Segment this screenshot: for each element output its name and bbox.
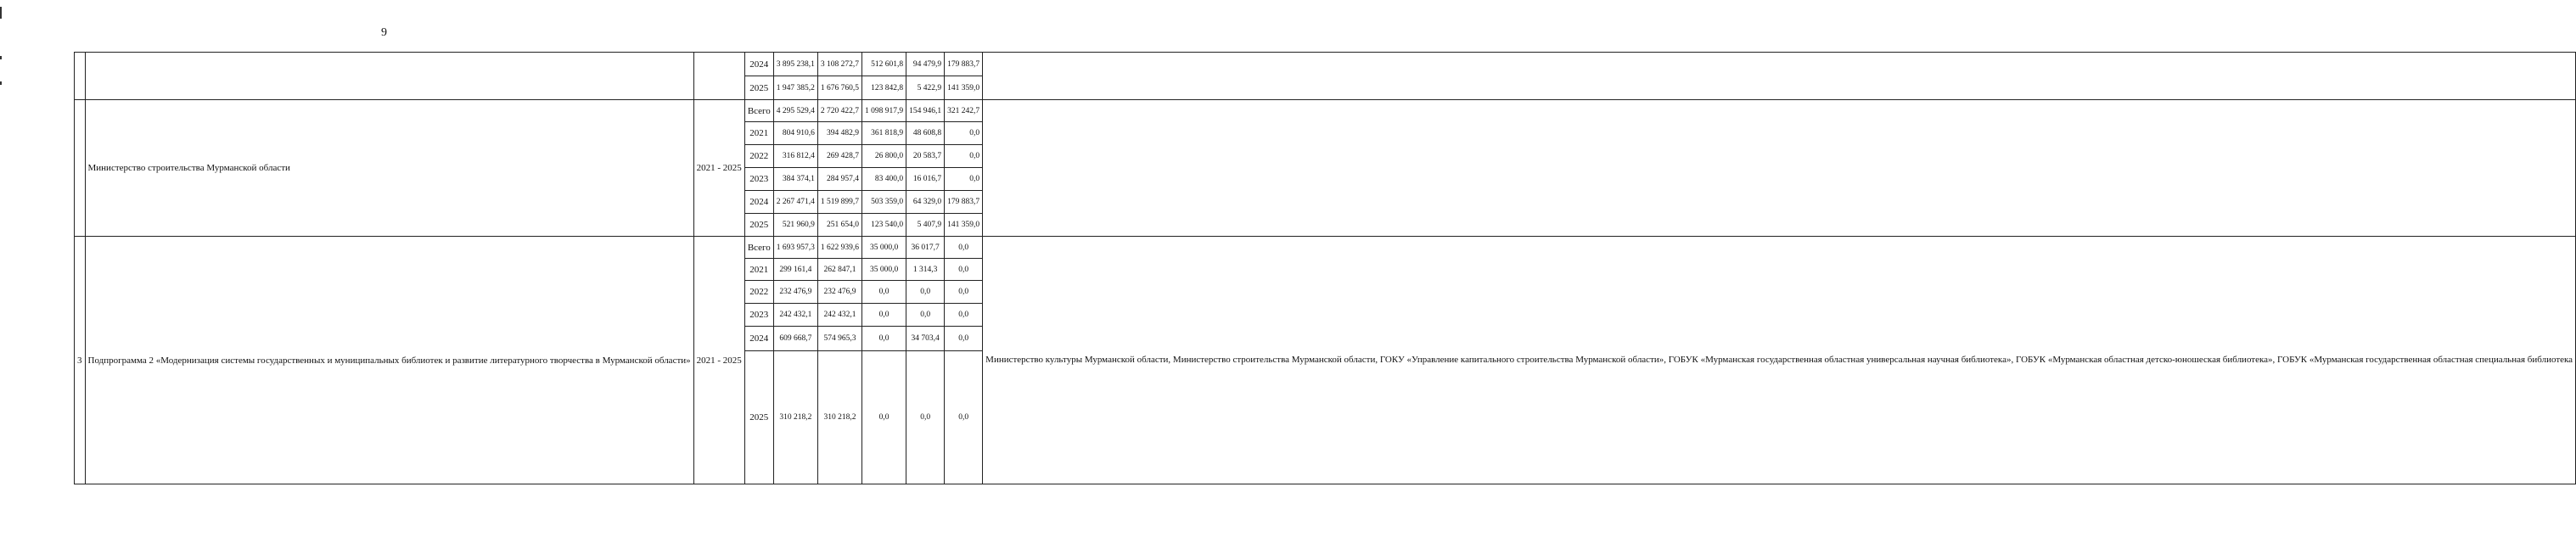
value-cell: 503 359,0 [862, 191, 906, 214]
table-row [75, 53, 2576, 76]
value-cell: 361 818,9 [862, 122, 906, 145]
index-cell [75, 53, 86, 100]
value-cell: 20 583,7 [906, 145, 945, 168]
index-cell: 3 [75, 237, 86, 484]
year-cell: 2022 [744, 145, 773, 168]
value-cell: 1 622 939,6 [817, 237, 861, 259]
budget-table [74, 52, 2576, 484]
value-cell: 26 800,0 [862, 145, 906, 168]
value-cell: 269 428,7 [817, 145, 861, 168]
year-cell: 2024 [744, 327, 773, 351]
year-cell: 2024 [744, 191, 773, 214]
value-cell: 2 267 471,4 [773, 191, 817, 214]
year-cell: 2023 [744, 168, 773, 191]
executor-cell [983, 53, 2576, 100]
value-cell: 232 476,9 [817, 281, 861, 304]
value-cell: 94 479,9 [906, 53, 945, 76]
year-cell: 2023 [744, 304, 773, 327]
value-cell: 0,0 [945, 327, 983, 351]
year-cell: 2021 [744, 259, 773, 281]
value-cell: 36 017,7 [906, 237, 945, 259]
value-cell: 35 000,0 [862, 237, 906, 259]
value-cell: 512 601,8 [862, 53, 906, 76]
value-cell: 0,0 [945, 145, 983, 168]
value-cell: 242 432,1 [817, 304, 861, 327]
scan-edge-mark [0, 81, 2, 85]
value-cell: 310 218,2 [773, 351, 817, 484]
value-cell: 232 476,9 [773, 281, 817, 304]
year-cell: Всего [744, 100, 773, 122]
value-cell: 574 965,3 [817, 327, 861, 351]
period-cell: 2021 - 2025 [693, 237, 744, 484]
scan-edge-mark [0, 7, 2, 19]
value-cell: 3 895 238,1 [773, 53, 817, 76]
index-cell [75, 100, 86, 237]
executors-list: Министерство культуры Мурманской области, Министерство строительства Мурманской области, ГОКУ «Управление капитального строительства Мурманской области», ГОБУК «Мурманская государственная областная универсальная научная библиотека», ГОБУК «Мурманская областная детско-юношеская библиотека», ГОБУК «Мурманская государственная областная специальная библиотека [983, 237, 2576, 484]
year-cell: 2025 [744, 76, 773, 100]
value-cell: 284 957,4 [817, 168, 861, 191]
value-cell: 1 693 957,3 [773, 237, 817, 259]
value-cell: 0,0 [906, 304, 945, 327]
value-cell: 0,0 [862, 304, 906, 327]
value-cell: 2 720 422,7 [817, 100, 861, 122]
executor-name: Министерство строительства Мурманской области [85, 100, 693, 237]
value-cell: 0,0 [862, 351, 906, 484]
value-cell: 154 946,1 [906, 100, 945, 122]
year-cell: Всего [744, 237, 773, 259]
value-cell: 310 218,2 [817, 351, 861, 484]
value-cell: 0,0 [945, 237, 983, 259]
value-cell: 0,0 [945, 281, 983, 304]
value-cell: 1 676 760,5 [817, 76, 861, 100]
value-cell: 48 608,8 [906, 122, 945, 145]
scan-edge-mark [0, 56, 2, 59]
value-cell: 141 359,0 [945, 214, 983, 237]
value-cell: 299 161,4 [773, 259, 817, 281]
year-cell: 2025 [744, 351, 773, 484]
value-cell: 316 812,4 [773, 145, 817, 168]
value-cell: 609 668,7 [773, 327, 817, 351]
value-cell: 804 910,6 [773, 122, 817, 145]
year-cell: 2021 [744, 122, 773, 145]
value-cell: 0,0 [945, 259, 983, 281]
value-cell: 141 359,0 [945, 76, 983, 100]
value-cell: 123 842,8 [862, 76, 906, 100]
value-cell: 34 703,4 [906, 327, 945, 351]
value-cell: 251 654,0 [817, 214, 861, 237]
value-cell: 64 329,0 [906, 191, 945, 214]
table-row [75, 100, 2576, 122]
year-cell: 2024 [744, 53, 773, 76]
period-cell [693, 53, 744, 100]
value-cell: 0,0 [906, 281, 945, 304]
value-cell: 0,0 [945, 122, 983, 145]
value-cell: 179 883,7 [945, 53, 983, 76]
value-cell: 0,0 [906, 351, 945, 484]
value-cell: 0,0 [945, 304, 983, 327]
table-row [75, 237, 2576, 259]
value-cell: 1 098 917,9 [862, 100, 906, 122]
value-cell: 1 519 899,7 [817, 191, 861, 214]
value-cell: 83 400,0 [862, 168, 906, 191]
value-cell: 321 242,7 [945, 100, 983, 122]
value-cell: 123 540,0 [862, 214, 906, 237]
period-cell: 2021 - 2025 [693, 100, 744, 237]
value-cell: 0,0 [945, 168, 983, 191]
value-cell: 16 016,7 [906, 168, 945, 191]
subprogram-title: Подпрограмма 2 «Модернизация системы государственных и муниципальных библиотек и развитие литературного творчества в Мурманской области» [85, 237, 693, 484]
value-cell: 0,0 [862, 327, 906, 351]
value-cell: 179 883,7 [945, 191, 983, 214]
value-cell: 35 000,0 [862, 259, 906, 281]
value-cell: 1 947 385,2 [773, 76, 817, 100]
title-cell [85, 53, 693, 100]
value-cell: 3 108 272,7 [817, 53, 861, 76]
value-cell: 0,0 [945, 351, 983, 484]
executor-cell [983, 100, 2576, 237]
value-cell: 384 374,1 [773, 168, 817, 191]
value-cell: 1 314,3 [906, 259, 945, 281]
value-cell: 242 432,1 [773, 304, 817, 327]
value-cell: 5 422,9 [906, 76, 945, 100]
value-cell: 262 847,1 [817, 259, 861, 281]
value-cell: 0,0 [862, 281, 906, 304]
value-cell: 5 407,9 [906, 214, 945, 237]
year-cell: 2025 [744, 214, 773, 237]
value-cell: 4 295 529,4 [773, 100, 817, 122]
value-cell: 521 960,9 [773, 214, 817, 237]
year-cell: 2022 [744, 281, 773, 304]
value-cell: 394 482,9 [817, 122, 861, 145]
page-number: 9 [381, 26, 387, 39]
